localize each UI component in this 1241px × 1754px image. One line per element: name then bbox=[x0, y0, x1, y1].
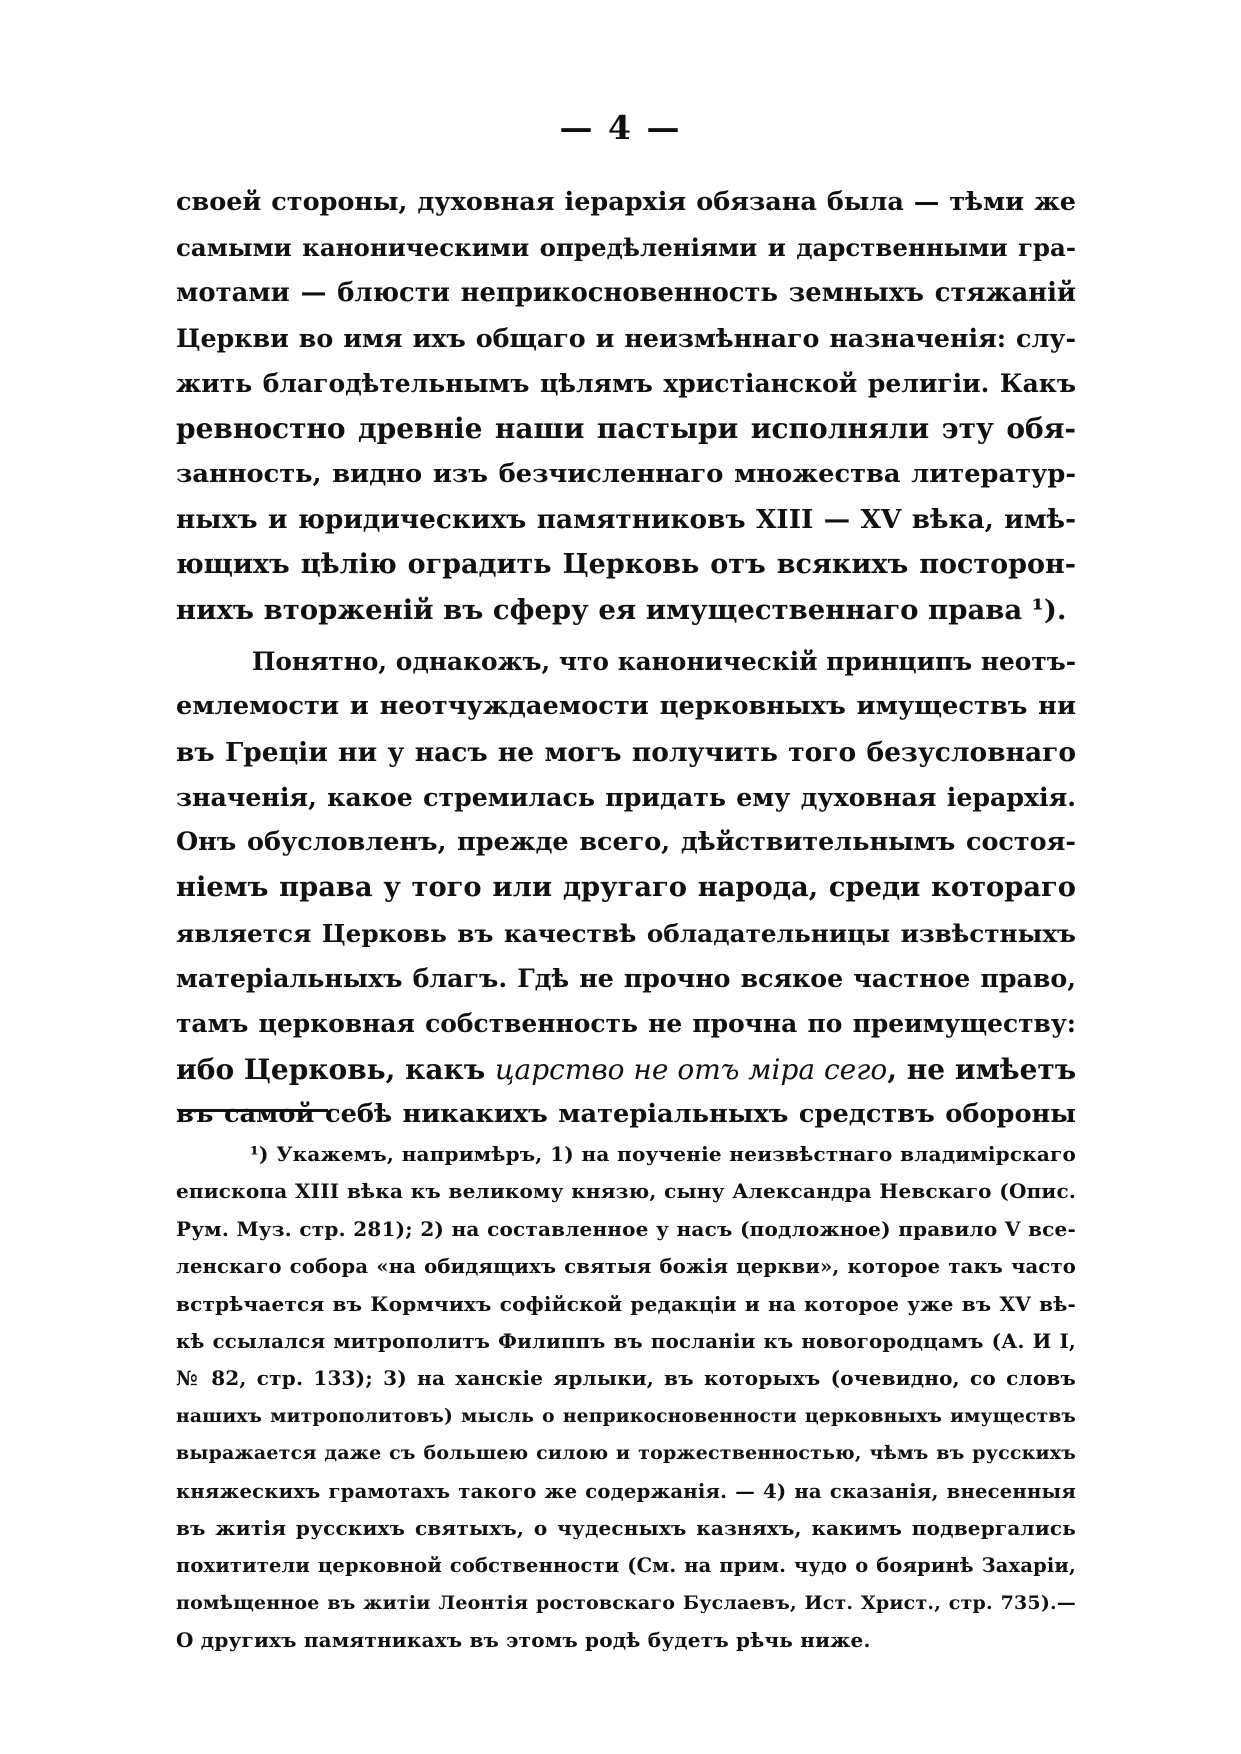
paragraph-1 bbox=[176, 180, 1076, 633]
text-line: Онъ обусловленъ, прежде всего, дѣйствительнымъ состоя- bbox=[176, 827, 1076, 858]
text-line: самыми каноническими опредѣленіями и дарственными гра- bbox=[176, 233, 1076, 263]
footnote-line: встрѣчается въ Кормчихъ софійской редакціи и на которое уже въ XV вѣ- bbox=[176, 1291, 1076, 1316]
text-line: ныхъ и юридическихъ памятниковъ XIII — XV вѣка, имѣ- bbox=[176, 504, 1076, 536]
text-line: мотами — блюсти неприкосновенность земныхъ стяжаній bbox=[176, 277, 1076, 308]
text-line: значенія, какое стремилась придать ему духовная іерархія. bbox=[176, 781, 1076, 812]
footnote-line: нашихъ митрополитовъ) мысль о неприкосновенности церковныхъ имуществъ bbox=[176, 1404, 1076, 1427]
text-line: Понятно, однакожъ, что каноническій принципъ неотъ- bbox=[252, 646, 1076, 676]
footnote-line: ленскаго собора «на обидящихъ святыя божія церкви», которое такъ часто bbox=[176, 1255, 1076, 1279]
footnote-line: Рум. Муз. стр. 281); 2) на составленное у насъ (подложное) правило V все- bbox=[176, 1216, 1076, 1241]
text-line: ніемъ права у того или другаго народа, среди котораго bbox=[176, 871, 1076, 904]
footnote-line: ¹) Укажемъ, напримѣръ, 1) на поученіе неизвѣстнаго владимірскаго bbox=[250, 1142, 1076, 1166]
text-line: своей стороны, духовная іерархія обязана была — тѣми же bbox=[176, 187, 1076, 217]
text-line: Церкви во имя ихъ общаго и неизмѣннаго назначенія: слу- bbox=[176, 322, 1076, 353]
footnote-line: княжескихъ грамотахъ такого же содержанія. — 4) на сказанія, внесенныя bbox=[176, 1479, 1076, 1503]
text-line: является Церковь въ качествѣ обладательницы извѣстныхъ bbox=[176, 918, 1076, 948]
text-line: занность, видно изъ безчисленнаго множества литератур- bbox=[176, 458, 1076, 489]
footnote-line: выражается даже съ большею силою и торжественностью, чѣмъ въ русскихъ bbox=[176, 1442, 1076, 1465]
text-line: нихъ вторженій въ сферу ея имущественнаго права ¹). bbox=[176, 593, 1067, 626]
text-line: тамъ церковная собственность не прочна по преимуществу: bbox=[176, 1009, 1076, 1039]
italic-phrase: царство не отъ міра сего bbox=[494, 1052, 888, 1086]
footnote-line: О другихъ памятникахъ въ этомъ родѣ будетъ рѣчь ниже. bbox=[176, 1628, 871, 1653]
footnote-line: помѣщенное въ житіи Леонтія ростовскаго Буслаевъ, Ист. Христ., стр. 735).— bbox=[176, 1591, 1076, 1614]
footnotes bbox=[176, 1136, 1076, 1659]
text-line: ющихъ цѣлію оградить Церковь отъ всякихъ посторон- bbox=[176, 549, 1076, 581]
footnote-line: № 82, стр. 133); 3) на ханскіе ярлыки, въ которыхъ (очевидно, со словъ bbox=[176, 1366, 1076, 1391]
text-fragment: ибо Церковь, какъ bbox=[176, 1052, 495, 1086]
text-line: матеріальныхъ благъ. Гдѣ не прочно всякое частное право, bbox=[176, 963, 1076, 994]
text-line-with-italic bbox=[176, 1047, 1076, 1092]
footnote-line: епископа XIII вѣка къ великому князю, сыну Александра Невскаго (Опис. bbox=[176, 1179, 1076, 1204]
footnote-separator bbox=[178, 1109, 328, 1112]
text-line: ревностно древніе наши пастыри исполняли эту обя- bbox=[176, 412, 1076, 446]
text-line: емлемости и неотчуждаемости церковныхъ имуществъ ни bbox=[176, 691, 1076, 722]
footnote-line: кѣ ссылался митрополитъ Филиппъ въ посланіи къ новогородцамъ (А. И I, bbox=[176, 1328, 1076, 1353]
page-number: — 4 — bbox=[559, 108, 682, 147]
footnote-line: похитители церковной собственности (См. на прим. чудо о бояринѣ Захаріи, bbox=[176, 1554, 1076, 1578]
main-text bbox=[176, 180, 1076, 1137]
text-line: жить благодѣтельнымъ цѣлямъ христіанской религіи. Какъ bbox=[176, 369, 1076, 399]
text-line: въ самой себѣ никакихъ матеріальныхъ средствъ обороны bbox=[176, 1098, 1076, 1129]
paragraph-2 bbox=[176, 639, 1076, 1137]
text-line: въ Греціи ни у насъ не могъ получить того безусловнаго bbox=[176, 736, 1076, 768]
footnote-line: въ житія русскихъ святыхъ, о чудесныхъ казняхъ, какимъ подвергались bbox=[176, 1515, 1076, 1540]
text-fragment: , не имѣетъ bbox=[887, 1052, 1077, 1086]
